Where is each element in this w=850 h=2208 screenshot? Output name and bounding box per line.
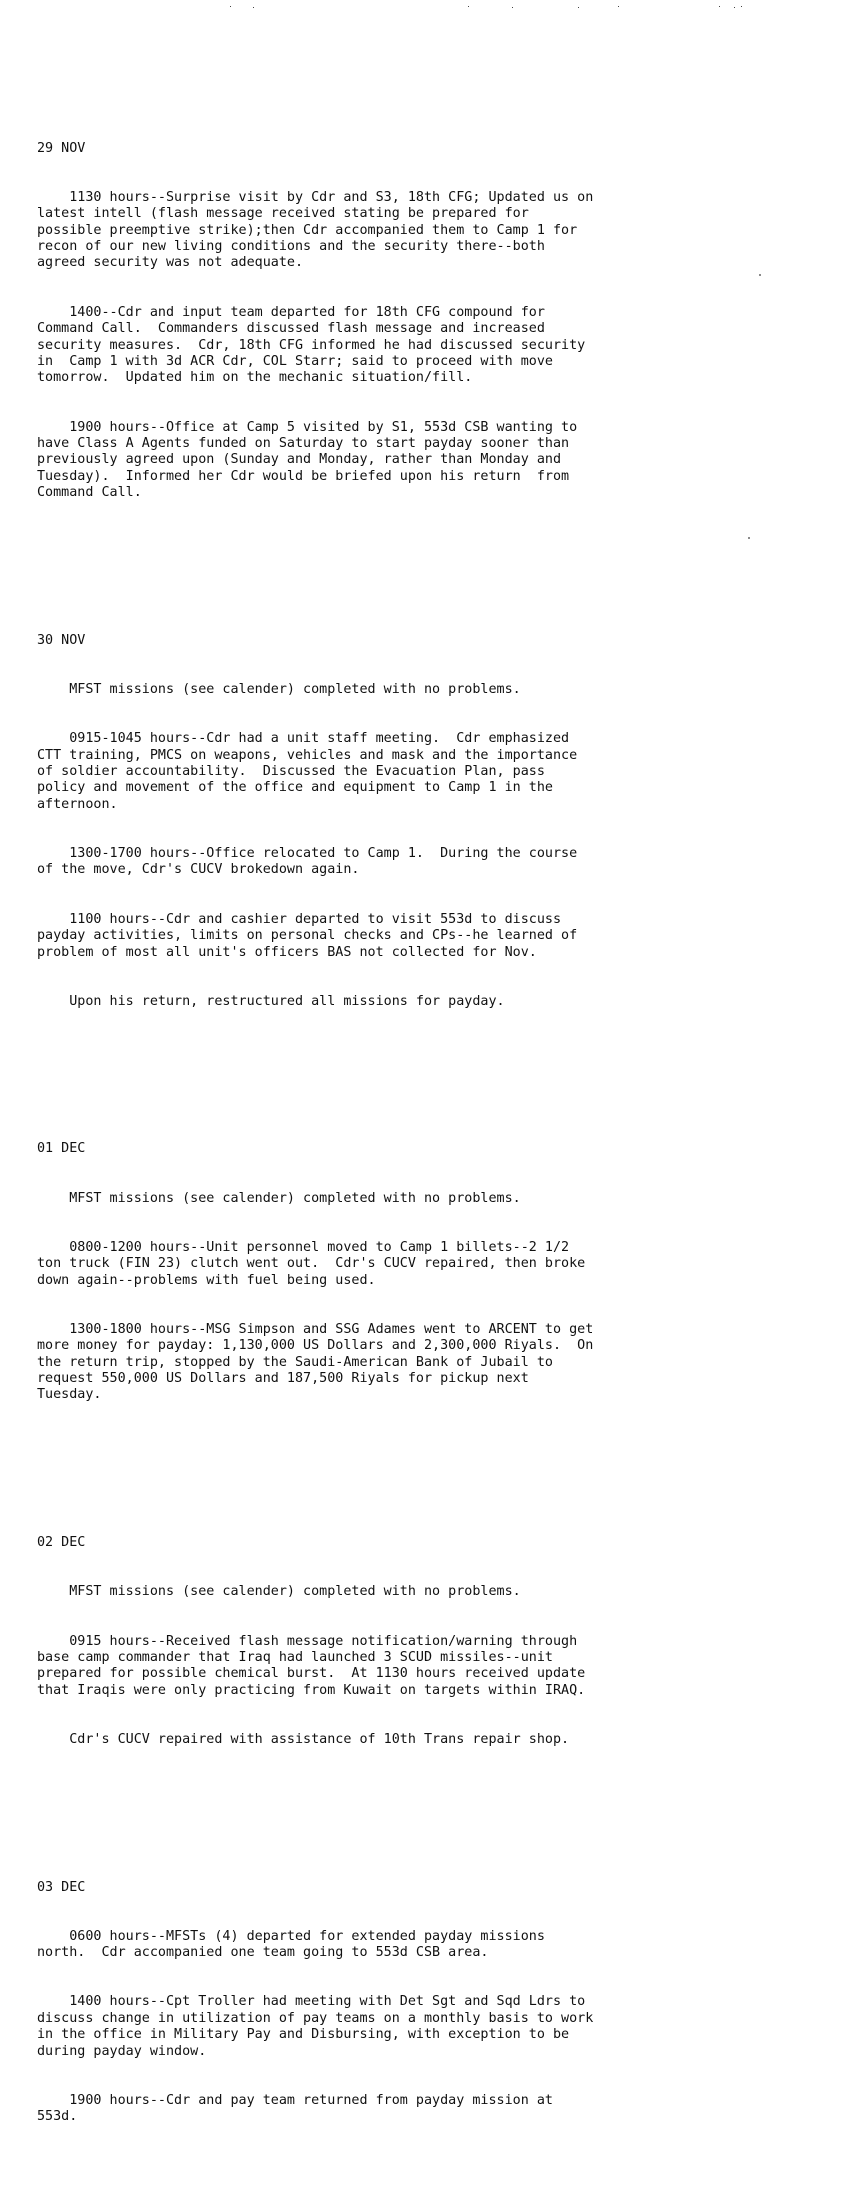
log-paragraph: 0800-1200 hours--Unit personnel moved to Camp 1 billets--2 1/2 ton truck (FIN 23) clutch went out. Cdr's CUCV repaired, then broke down again--problems with fuel being used.: [37, 1239, 586, 1288]
scan-speck: [734, 7, 735, 8]
log-paragraph: 1130 hours--Surprise visit by Cdr and S3, 18th CFG; Updated us on latest intell (flash message received stating be prepared for possible preemptive strike);then Cdr accompanied them to Camp 1 for recon of our new living conditions and the security there--both agreed security was not adequate.: [37, 189, 594, 271]
date-heading: 01 DEC: [37, 1141, 86, 1157]
log-paragraph: 1300-1800 hours--MSG Simpson and SSG Adames went to ARCENT to get more money for payday: 1,130,000 US Dollars and 2,300,000 Riyals. On the return trip, stopped by the Saudi-American Bank of Jubail to request 550,000 US Dollars and 187,500 Riyals for pickup next Tuesday.: [37, 1321, 594, 1403]
date-heading: 03 DEC: [37, 1879, 86, 1895]
log-paragraph: Cdr's CUCV repaired with assistance of 10th Trans repair shop.: [37, 1731, 570, 1747]
log-paragraph: MFST missions (see calender) completed with no problems.: [37, 1190, 521, 1206]
daily-log: [37, 75, 817, 2208]
log-paragraph: 0600 hours--MFSTs (4) departed for extended payday missions north. Cdr accompanied one team going to 553d CSB area.: [37, 1928, 545, 1961]
date-heading: 02 DEC: [37, 1535, 86, 1551]
log-entry-29-nov: [37, 108, 817, 535]
log-paragraph: 1900 hours--Office at Camp 5 visited by S1, 553d CSB wanting to have Class A Agents funded on Saturday to start payday sooner than previously agreed upon (Sunday and Monday, rather than Monday and Tuesday). Informed her Cdr would be briefed upon his return from Command Call.: [37, 419, 578, 501]
date-heading: 29 NOV: [37, 140, 86, 156]
scan-speck: [253, 7, 254, 8]
log-entry-30-nov: [37, 600, 817, 1043]
log-paragraph: 1100 hours--Cdr and cashier departed to visit 553d to discuss payday activities, limits on personal checks and CPs--he learned of problem of most all unit's officers BAS not collected for Nov.: [37, 911, 578, 960]
log-paragraph: 1300-1700 hours--Office relocated to Camp 1. During the course of the move, Cdr's CUCV brokedown again.: [37, 846, 578, 878]
log-paragraph: 1400 hours--Cpt Troller had meeting with Det Sgt and Sqd Ldrs to discuss change in utilization of pay teams on a monthly basis to work in the office in Military Pay and Disbursing, with exception to be during payday window.: [37, 1994, 594, 2059]
log-entry-01-dec: [37, 1109, 817, 1437]
scan-speck: [618, 6, 619, 7]
date-heading: 30 NOV: [37, 632, 86, 648]
log-paragraph: 0915 hours--Received flash message notification/warning through base camp commander that Iraq had launched 3 SCUD missiles--unit prepared for possible chemical burst. At 1130 hours received update that Iraqis were only practicing from Kuwait on targets within IRAQ.: [37, 1633, 586, 1698]
scan-speck: [230, 6, 231, 7]
log-paragraph: 1900 hours--Cdr and pay team returned from payday mission at 553d.: [37, 2092, 553, 2125]
log-entry-02-dec: [37, 1502, 817, 1781]
log-paragraph: 0915-1045 hours--Cdr had a unit staff meeting. Cdr emphasized CTT training, PMCS on weapons, vehicles and mask and the importance of soldier accountability. Discussed the Evacuation Plan, pass policy and movement of the office and equipment to Camp 1 in the afternoon.: [37, 731, 578, 812]
scan-speck: [512, 7, 513, 8]
log-entry-03-dec: [37, 1847, 817, 2159]
log-paragraph: MFST missions (see calender) completed with no problems.: [37, 682, 521, 698]
scan-speck: [578, 7, 579, 8]
scan-speck: [468, 6, 469, 7]
scan-artifacts: [0, 0, 850, 12]
scan-speck: [719, 6, 720, 7]
scan-speck: [741, 6, 742, 7]
log-paragraph: Upon his return, restructured all missions for payday.: [37, 993, 505, 1009]
log-paragraph: MFST missions (see calender) completed with no problems.: [37, 1584, 521, 1600]
log-paragraph: 1400--Cdr and input team departed for 18th CFG compound for Command Call. Commanders discussed flash message and increased security measures. Cdr, 18th CFG informed he had discussed security in Camp 1 with 3d ACR Cdr, COL Starr; said to proceed with move tomorrow. Updated him on the mechanic situation/fill.: [37, 304, 586, 386]
